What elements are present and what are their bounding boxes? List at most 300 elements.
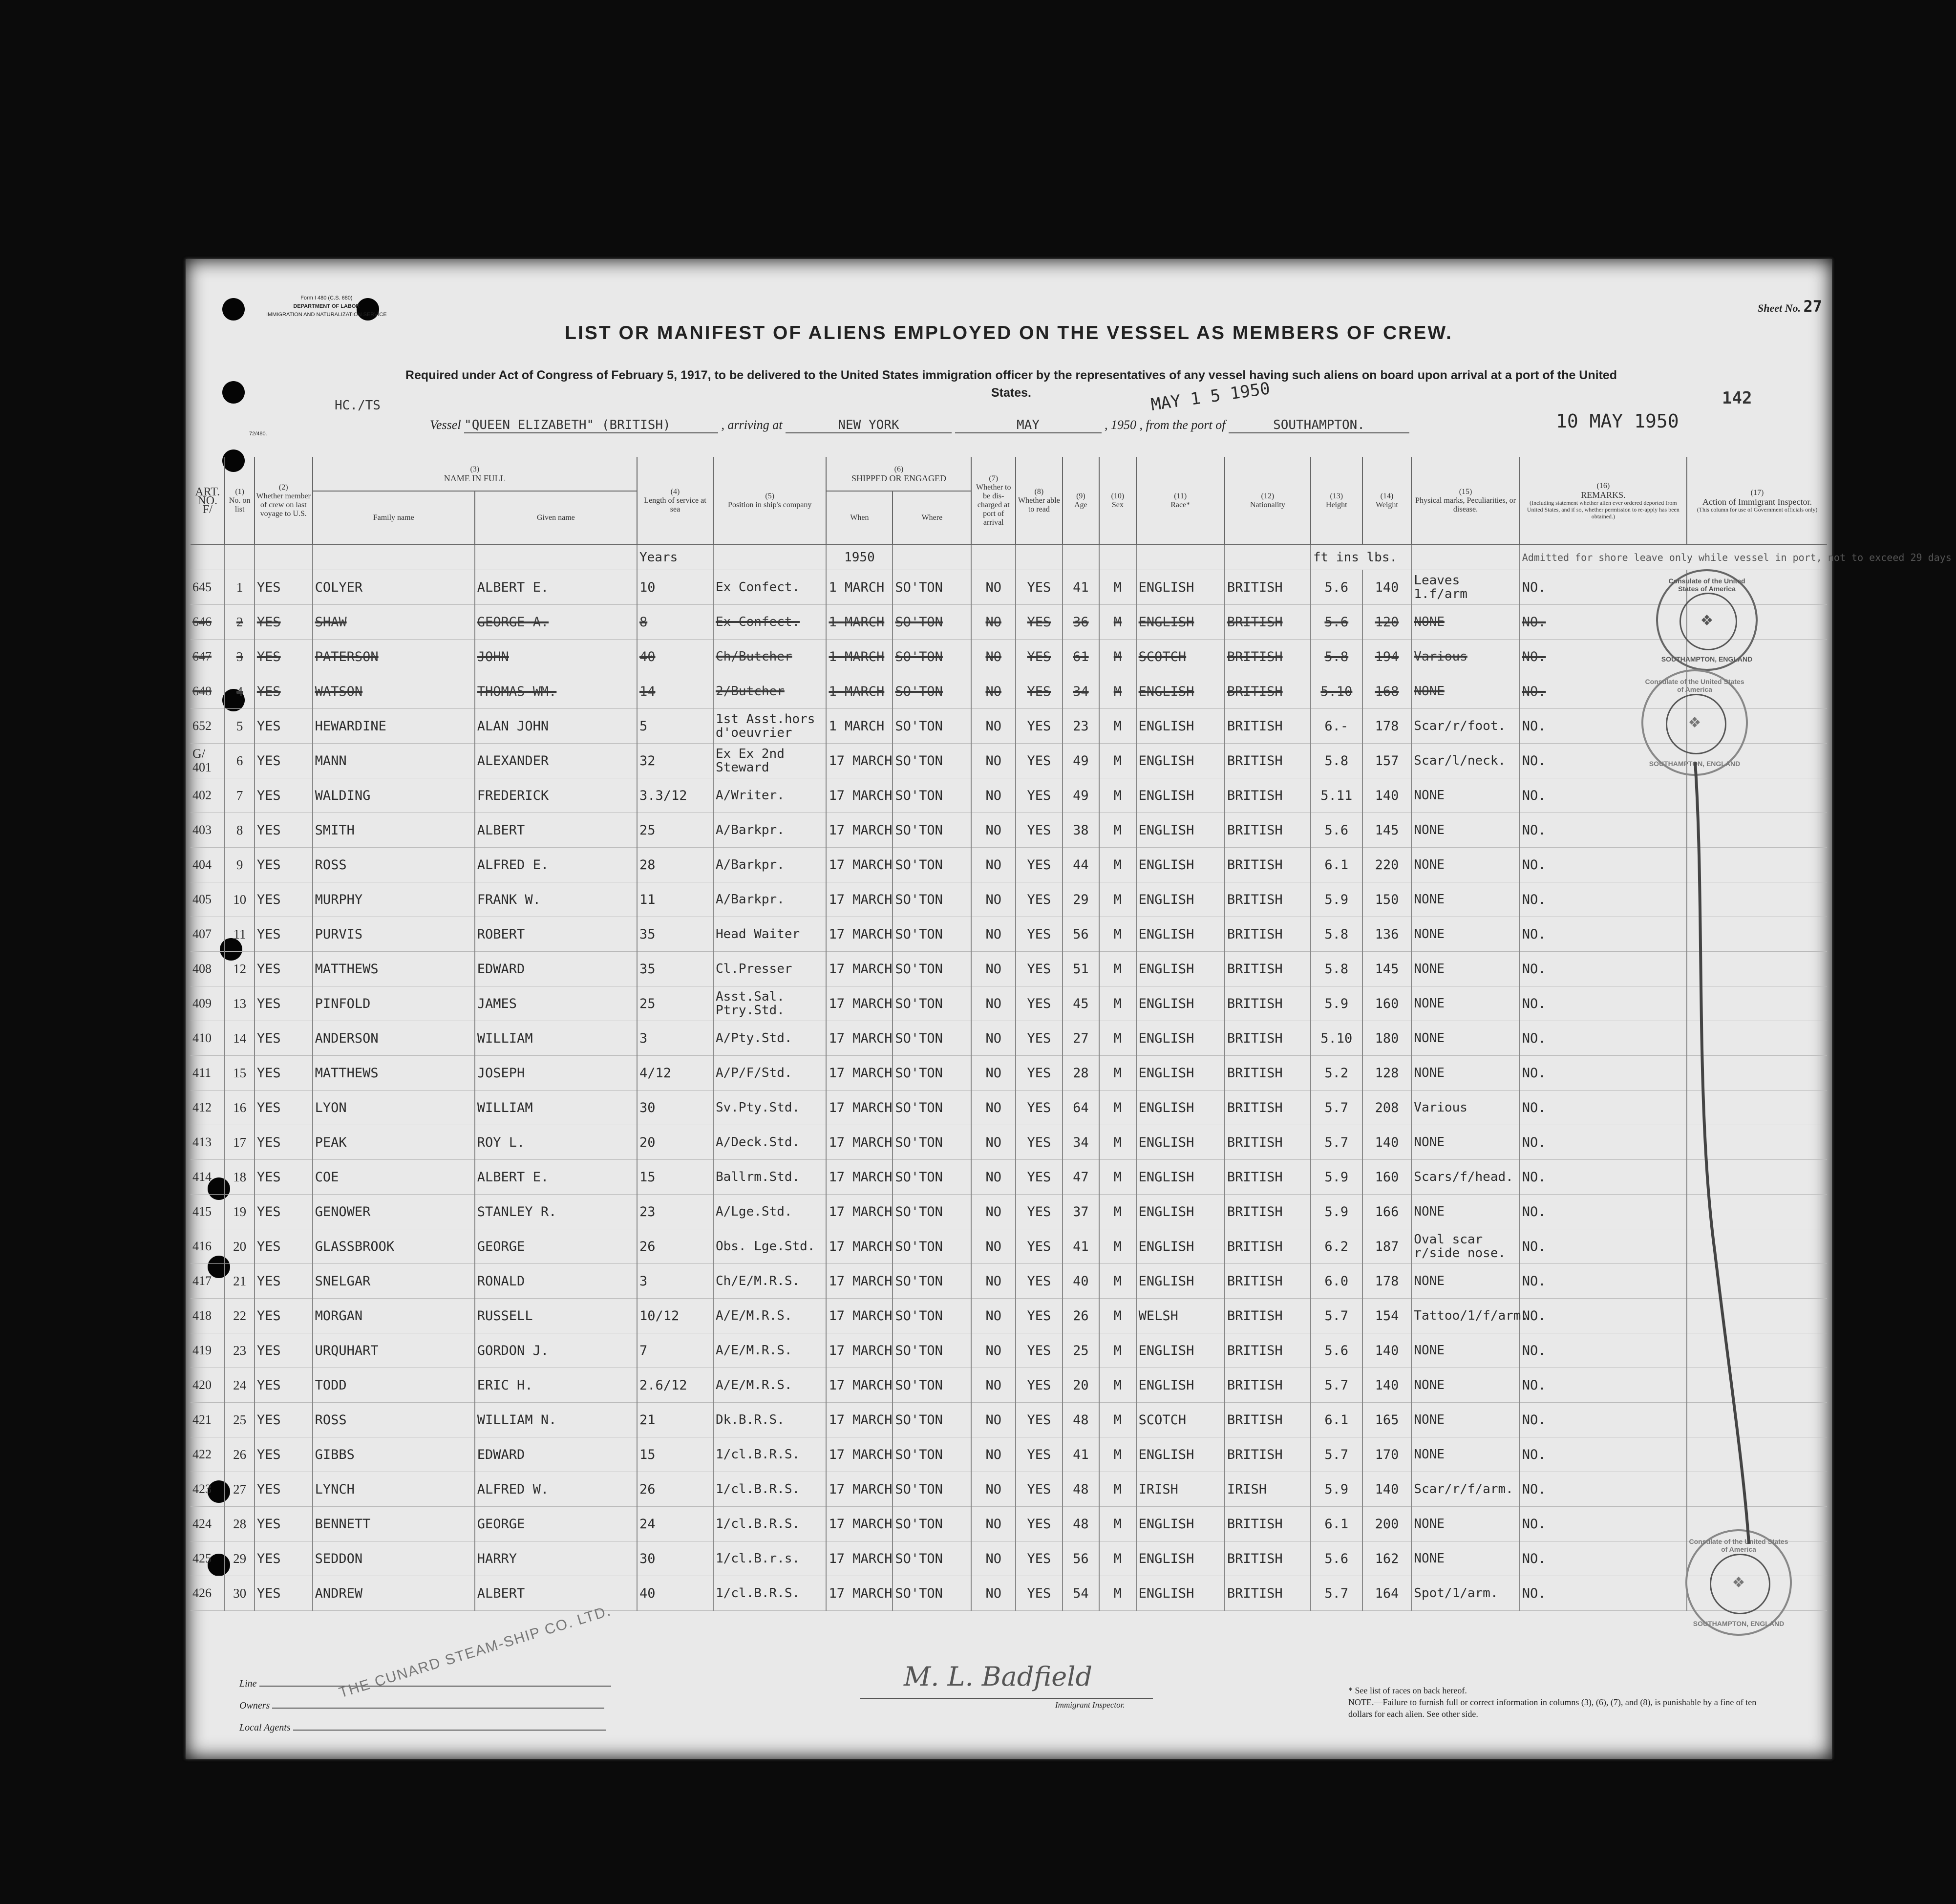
age-cell: 48: [1063, 1472, 1099, 1507]
physical-marks-cell: NONE: [1411, 1195, 1519, 1229]
able-to-read-cell: YES: [1016, 1507, 1063, 1541]
remarks-cell: NO.: [1520, 1507, 1687, 1541]
shipped-when-cell: 17 MARCH: [826, 1368, 893, 1403]
col-inspector-action: [1687, 457, 1827, 545]
col-previous-voyage: [255, 457, 313, 545]
sex-cell: M: [1099, 882, 1136, 917]
family-name-cell: MATTHEWS: [313, 952, 475, 986]
remarks-cell: NO.: [1520, 1125, 1687, 1160]
col-weight: [1362, 457, 1412, 545]
age-cell: 28: [1063, 1056, 1099, 1091]
col-note: (Including statement whether alien ever ordered deported from United States, and if so, whether permission to re-apply has been obtained.): [1527, 499, 1680, 520]
art-no-cell: 402: [191, 778, 225, 813]
col-discharged: [971, 457, 1016, 545]
shipped-when-cell: 17 MARCH: [826, 1541, 893, 1576]
position-cell: A/Lge.Std.: [713, 1195, 827, 1229]
discharged-cell: NO: [971, 744, 1016, 778]
list-number-cell: 22: [225, 1299, 254, 1333]
form-number: Form I 480 (C.S. 680): [300, 295, 353, 301]
list-number-cell: 14: [225, 1021, 254, 1056]
shipped-where-cell: SO'TON: [893, 1333, 971, 1368]
physical-marks-cell: Oval scar r/side nose.: [1411, 1229, 1519, 1264]
discharged-cell: NO: [971, 1507, 1016, 1541]
given-name-cell: JOSEPH: [475, 1056, 637, 1091]
shipped-when-cell: 17 MARCH: [826, 1229, 893, 1264]
height-cell: 5.8: [1311, 744, 1362, 778]
family-name-cell: ROSS: [313, 1403, 475, 1437]
art-no-cell: 647: [191, 640, 225, 674]
footer-agents: [239, 1722, 606, 1733]
owners-underline: [272, 1708, 604, 1709]
shipped-where-cell: SO'TON: [893, 1472, 971, 1507]
stamp-bottom-text: SOUTHAMPTON, ENGLAND: [1693, 1620, 1785, 1628]
table-row: [191, 1333, 1827, 1368]
previous-voyage-cell: YES: [255, 744, 313, 778]
shipped-when-cell: 17 MARCH: [826, 882, 893, 917]
able-to-read-cell: YES: [1016, 640, 1063, 674]
table-header: [191, 457, 1827, 545]
table-row: [191, 1195, 1827, 1229]
discharged-cell: NO: [971, 1333, 1016, 1368]
service-length-cell: 32: [637, 744, 713, 778]
able-to-read-cell: YES: [1016, 882, 1063, 917]
previous-voyage-cell: YES: [255, 848, 313, 882]
age-cell: 48: [1063, 1507, 1099, 1541]
list-number-cell: 18: [225, 1160, 254, 1195]
shipped-where-cell: SO'TON: [893, 709, 971, 744]
col-label: Weight: [1376, 500, 1398, 509]
age-cell: 41: [1063, 1437, 1099, 1472]
col-number: (7): [989, 474, 999, 483]
eagle-icon: ❖: [1732, 1575, 1745, 1591]
nationality-cell: BRITISH: [1225, 778, 1311, 813]
col-able-to-read: [1016, 457, 1063, 545]
sheet-label: Sheet No.: [1757, 302, 1801, 314]
race-cell: ENGLISH: [1136, 709, 1225, 744]
family-name-cell: URQUHART: [313, 1333, 475, 1368]
shipped-when-cell: 17 MARCH: [826, 1056, 893, 1091]
position-cell: Ch/E/M.R.S.: [713, 1264, 827, 1299]
family-name-cell: MURPHY: [313, 882, 475, 917]
family-name-cell: SNELGAR: [313, 1264, 475, 1299]
height-cell: 5.6: [1311, 570, 1362, 605]
weight-cell: 128: [1362, 1056, 1412, 1091]
position-cell: Obs. Lge.Std.: [713, 1229, 827, 1264]
discharged-cell: NO: [971, 1125, 1016, 1160]
family-name-cell: WALDING: [313, 778, 475, 813]
col-sex: [1099, 457, 1136, 545]
unit-height-weight: ft ins lbs.: [1311, 545, 1411, 570]
age-cell: 34: [1063, 674, 1099, 709]
family-name-cell: COE: [313, 1160, 475, 1195]
list-number-cell: 28: [225, 1507, 254, 1541]
nationality-cell: BRITISH: [1225, 1160, 1311, 1195]
previous-voyage-cell: YES: [255, 1021, 313, 1056]
table-row: [191, 882, 1827, 917]
shipped-where-cell: SO'TON: [893, 1091, 971, 1125]
previous-voyage-cell: YES: [255, 882, 313, 917]
height-cell: 6.1: [1311, 848, 1362, 882]
shipped-where-cell: SO'TON: [893, 1541, 971, 1576]
hc-ts-mark: HC./TS: [335, 398, 381, 413]
given-name-cell: ALBERT E.: [475, 1160, 637, 1195]
footer-owners: [239, 1700, 604, 1711]
punch-hole: [222, 298, 245, 321]
discharged-cell: NO: [971, 1229, 1016, 1264]
physical-marks-cell: NONE: [1411, 952, 1519, 986]
signature-line: [860, 1698, 1153, 1699]
physical-marks-cell: Scars/f/head.: [1411, 1160, 1519, 1195]
height-cell: 5.7: [1311, 1125, 1362, 1160]
age-cell: 23: [1063, 709, 1099, 744]
shipped-where-cell: SO'TON: [893, 1368, 971, 1403]
inspector-signature: M. L. Badfield: [904, 1661, 1093, 1692]
discharged-cell: NO: [971, 1021, 1016, 1056]
family-name-cell: PURVIS: [313, 917, 475, 952]
shipped-where-cell: SO'TON: [893, 1056, 971, 1091]
given-name-cell: STANLEY R.: [475, 1195, 637, 1229]
height-cell: 5.6: [1311, 813, 1362, 848]
sex-cell: M: [1099, 1229, 1136, 1264]
shipped-where-cell: SO'TON: [893, 813, 971, 848]
age-cell: 41: [1063, 1229, 1099, 1264]
sex-cell: M: [1099, 1333, 1136, 1368]
position-cell: 1st Asst.hors d'oeuvrier: [713, 709, 827, 744]
service-length-cell: 14: [637, 674, 713, 709]
service-length-cell: 15: [637, 1437, 713, 1472]
col-number: (4): [670, 487, 680, 496]
shipped-when-cell: 17 MARCH: [826, 1021, 893, 1056]
height-cell: 5.9: [1311, 882, 1362, 917]
table-row: [191, 1507, 1827, 1541]
race-cell: ENGLISH: [1136, 1437, 1225, 1472]
sex-cell: M: [1099, 640, 1136, 674]
sheet-value: 27: [1803, 297, 1822, 316]
arrival-month: MAY: [955, 418, 1102, 433]
service-length-cell: 30: [637, 1541, 713, 1576]
weight-cell: 140: [1362, 570, 1412, 605]
able-to-read-cell: YES: [1016, 1160, 1063, 1195]
family-name-cell: LYON: [313, 1091, 475, 1125]
nationality-cell: BRITISH: [1225, 1576, 1311, 1611]
weight-cell: 168: [1362, 674, 1412, 709]
art-no-cell: 408: [191, 952, 225, 986]
weight-cell: 160: [1362, 986, 1412, 1021]
list-number-cell: 27: [225, 1472, 254, 1507]
service-length-cell: 40: [637, 640, 713, 674]
table-row: [191, 709, 1827, 744]
physical-marks-cell: Various: [1411, 1091, 1519, 1125]
sex-cell: M: [1099, 570, 1136, 605]
sex-cell: M: [1099, 744, 1136, 778]
unit-cell: [713, 545, 827, 570]
list-number-cell: 8: [225, 813, 254, 848]
nationality-cell: BRITISH: [1225, 709, 1311, 744]
weight-cell: 154: [1362, 1299, 1412, 1333]
given-name-cell: FRANK W.: [475, 882, 637, 917]
table-row: [191, 986, 1827, 1021]
previous-voyage-cell: YES: [255, 778, 313, 813]
col-remarks: [1520, 457, 1687, 545]
table-row: [191, 1091, 1827, 1125]
previous-voyage-cell: YES: [255, 1195, 313, 1229]
age-cell: 56: [1063, 917, 1099, 952]
sex-cell: M: [1099, 1125, 1136, 1160]
service-length-cell: 4/12: [637, 1056, 713, 1091]
physical-marks-cell: NONE: [1411, 1437, 1519, 1472]
height-cell: 5.7: [1311, 1368, 1362, 1403]
list-number-cell: 16: [225, 1091, 254, 1125]
col-physical-marks: [1411, 457, 1519, 545]
remarks-cell: NO.: [1520, 917, 1687, 952]
table-row: [191, 848, 1827, 882]
col-label: Race*: [1170, 500, 1191, 509]
discharged-cell: NO: [971, 848, 1016, 882]
table-row: [191, 570, 1827, 605]
height-cell: 5.7: [1311, 1299, 1362, 1333]
race-cell: ENGLISH: [1136, 570, 1225, 605]
art-no-cell: 648: [191, 674, 225, 709]
remarks-cell: NO.: [1520, 952, 1687, 986]
age-cell: 20: [1063, 1368, 1099, 1403]
unit-cell: [893, 545, 971, 570]
race-cell: ENGLISH: [1136, 986, 1225, 1021]
family-name-cell: COLYER: [313, 570, 475, 605]
family-name-cell: MATTHEWS: [313, 1056, 475, 1091]
service-length-cell: 26: [637, 1229, 713, 1264]
company-stamp: THE CUNARD STEAM-SHIP CO. LTD.: [337, 1603, 613, 1701]
shipped-when-cell: 17 MARCH: [826, 1264, 893, 1299]
art-no-cell: 422: [191, 1437, 225, 1472]
table-row: [191, 1264, 1827, 1299]
bracket-line: [1676, 762, 1764, 1544]
race-cell: ENGLISH: [1136, 813, 1225, 848]
col-number: (16): [1596, 481, 1610, 490]
nationality-cell: BRITISH: [1225, 1437, 1311, 1472]
position-cell: A/Barkpr.: [713, 813, 827, 848]
col-shipped-engaged: [826, 457, 971, 491]
shipped-when-cell: 17 MARCH: [826, 1195, 893, 1229]
previous-voyage-cell: YES: [255, 1368, 313, 1403]
previous-voyage-cell: YES: [255, 1299, 313, 1333]
physical-marks-cell: Scar/r/foot.: [1411, 709, 1519, 744]
art-no-cell: 407: [191, 917, 225, 952]
race-cell: SCOTCH: [1136, 1403, 1225, 1437]
weight-cell: 145: [1362, 813, 1412, 848]
list-number-cell: 23: [225, 1333, 254, 1368]
list-number-cell: 13: [225, 986, 254, 1021]
family-name-cell: LYNCH: [313, 1472, 475, 1507]
given-name-cell: WILLIAM: [475, 1091, 637, 1125]
position-cell: 1/cl.B.r.s.: [713, 1541, 827, 1576]
list-number-cell: 19: [225, 1195, 254, 1229]
race-cell: ENGLISH: [1136, 1195, 1225, 1229]
race-cell: IRISH: [1136, 1472, 1225, 1507]
given-name-cell: ROBERT: [475, 917, 637, 952]
col-label: Action of Immigrant Inspector.: [1702, 496, 1812, 507]
col-label: Whether able to read: [1018, 496, 1060, 513]
height-cell: 6.0: [1311, 1264, 1362, 1299]
table-row: [191, 1437, 1827, 1472]
consulate-stamp: [1656, 569, 1758, 671]
sex-cell: M: [1099, 1299, 1136, 1333]
able-to-read-cell: YES: [1016, 709, 1063, 744]
shipped-when-cell: 17 MARCH: [826, 1437, 893, 1472]
table-row: [191, 1541, 1827, 1576]
given-name-cell: GEORGE A.: [475, 605, 637, 640]
col-number: (2): [278, 483, 288, 492]
race-cell: ENGLISH: [1136, 1021, 1225, 1056]
race-cell: ENGLISH: [1136, 848, 1225, 882]
shipped-where-cell: SO'TON: [893, 744, 971, 778]
previous-voyage-cell: YES: [255, 917, 313, 952]
sex-cell: M: [1099, 813, 1136, 848]
stamp-top-text: Consulate of the United States of America: [1689, 1537, 1788, 1553]
col-number: (17): [1750, 488, 1764, 497]
given-name-cell: ALAN JOHN: [475, 709, 637, 744]
height-cell: 5.11: [1311, 778, 1362, 813]
table-row: [191, 605, 1827, 640]
race-cell: ENGLISH: [1136, 1507, 1225, 1541]
col-label: Physical marks, Peculiarities, or disease.: [1415, 496, 1516, 513]
service-length-cell: 3.3/12: [637, 778, 713, 813]
table-row: [191, 1125, 1827, 1160]
remarks-cell: NO.: [1520, 1195, 1687, 1229]
service-length-cell: 35: [637, 952, 713, 986]
remarks-cell: NO.: [1520, 1056, 1687, 1091]
footer-line: [239, 1678, 611, 1690]
physical-marks-cell: NONE: [1411, 778, 1519, 813]
art-no-cell: 409: [191, 986, 225, 1021]
shipped-when-cell: 17 MARCH: [826, 744, 893, 778]
weight-cell: 150: [1362, 882, 1412, 917]
table-row: [191, 952, 1827, 986]
art-no-cell: 411: [191, 1056, 225, 1091]
discharged-cell: NO: [971, 1472, 1016, 1507]
previous-voyage-cell: YES: [255, 1576, 313, 1611]
table-row: [191, 1472, 1827, 1507]
nationality-cell: BRITISH: [1225, 744, 1311, 778]
weight-cell: 170: [1362, 1437, 1412, 1472]
remarks-cell: NO.: [1520, 1333, 1687, 1368]
remarks-cell: NO.: [1520, 709, 1687, 744]
consulate-stamp: [1641, 669, 1748, 776]
arriving-label: , arriving at: [721, 418, 783, 432]
col-label: No. on list: [229, 496, 251, 513]
unit-cell: [191, 545, 225, 570]
able-to-read-cell: YES: [1016, 1472, 1063, 1507]
height-cell: 5.6: [1311, 1333, 1362, 1368]
weight-cell: 140: [1362, 1125, 1412, 1160]
age-cell: 27: [1063, 1021, 1099, 1056]
shipped-when-cell: 1 MARCH: [826, 709, 893, 744]
position-cell: A/Writer.: [713, 778, 827, 813]
col-art-no: ART. NO. F/: [191, 457, 225, 545]
service-length-cell: 25: [637, 813, 713, 848]
sex-cell: M: [1099, 952, 1136, 986]
sex-cell: M: [1099, 1160, 1136, 1195]
inspector-label: Immigrant Inspector.: [1055, 1700, 1125, 1710]
age-cell: 40: [1063, 1264, 1099, 1299]
remarks-cell: NO.: [1520, 1229, 1687, 1264]
remarks-cell: NO.: [1520, 1472, 1687, 1507]
sex-cell: M: [1099, 1021, 1136, 1056]
shipped-where-cell: SO'TON: [893, 1229, 971, 1264]
nationality-cell: BRITISH: [1225, 986, 1311, 1021]
previous-voyage-cell: YES: [255, 1056, 313, 1091]
art-no-cell: 424: [191, 1507, 225, 1541]
weight-cell: 157: [1362, 744, 1412, 778]
shipped-when-cell: 1 MARCH: [826, 640, 893, 674]
departure-date-stamp: 10 MAY 1950: [1556, 410, 1679, 432]
service-length-cell: 35: [637, 917, 713, 952]
service-length-cell: 28: [637, 848, 713, 882]
family-name-cell: TODD: [313, 1368, 475, 1403]
list-number-cell: 3: [225, 640, 254, 674]
col-given-name: Given name: [475, 491, 637, 545]
weight-cell: 194: [1362, 640, 1412, 674]
physical-marks-cell: NONE: [1411, 1403, 1519, 1437]
sex-cell: M: [1099, 1507, 1136, 1541]
sex-cell: M: [1099, 917, 1136, 952]
able-to-read-cell: YES: [1016, 1229, 1063, 1264]
nationality-cell: IRISH: [1225, 1472, 1311, 1507]
position-cell: 2/Butcher: [713, 674, 827, 709]
remarks-cell: NO.: [1520, 640, 1687, 674]
race-cell: ENGLISH: [1136, 1125, 1225, 1160]
table-row: [191, 1160, 1827, 1195]
given-name-cell: ROY L.: [475, 1125, 637, 1160]
remarks-cell: NO.: [1520, 570, 1687, 605]
given-name-cell: ALBERT E.: [475, 570, 637, 605]
remarks-cell: NO.: [1520, 986, 1687, 1021]
unit-cell: [1063, 545, 1099, 570]
sheet-number: [1758, 297, 1822, 316]
able-to-read-cell: YES: [1016, 1576, 1063, 1611]
family-name-cell: PEAK: [313, 1125, 475, 1160]
discharged-cell: NO: [971, 1056, 1016, 1091]
list-number-cell: 1: [225, 570, 254, 605]
nationality-cell: BRITISH: [1225, 640, 1311, 674]
list-number-cell: 25: [225, 1403, 254, 1437]
service-length-cell: 3: [637, 1021, 713, 1056]
service-length-cell: 10/12: [637, 1299, 713, 1333]
race-cell: ENGLISH: [1136, 917, 1225, 952]
race-cell: ENGLISH: [1136, 744, 1225, 778]
height-cell: 5.6: [1311, 605, 1362, 640]
given-name-cell: ALFRED E.: [475, 848, 637, 882]
col-number: (10): [1111, 492, 1125, 500]
family-name-cell: GIBBS: [313, 1437, 475, 1472]
shipped-where-cell: SO'TON: [893, 605, 971, 640]
shipped-where-cell: SO'TON: [893, 1264, 971, 1299]
able-to-read-cell: YES: [1016, 1125, 1063, 1160]
nationality-cell: BRITISH: [1225, 1229, 1311, 1264]
physical-marks-cell: Leaves 1.f/arm: [1411, 570, 1519, 605]
given-name-cell: RONALD: [475, 1264, 637, 1299]
shipped-when-cell: 17 MARCH: [826, 1333, 893, 1368]
list-number-cell: 24: [225, 1368, 254, 1403]
nationality-cell: BRITISH: [1225, 1091, 1311, 1125]
given-name-cell: WILLIAM N.: [475, 1403, 637, 1437]
consulate-stamp: [1685, 1529, 1792, 1636]
shipped-where-cell: SO'TON: [893, 1195, 971, 1229]
position-cell: Ex Ex 2nd Steward: [713, 744, 827, 778]
list-number-cell: 20: [225, 1229, 254, 1264]
able-to-read-cell: YES: [1016, 917, 1063, 952]
able-to-read-cell: YES: [1016, 1541, 1063, 1576]
family-name-cell: PINFOLD: [313, 986, 475, 1021]
